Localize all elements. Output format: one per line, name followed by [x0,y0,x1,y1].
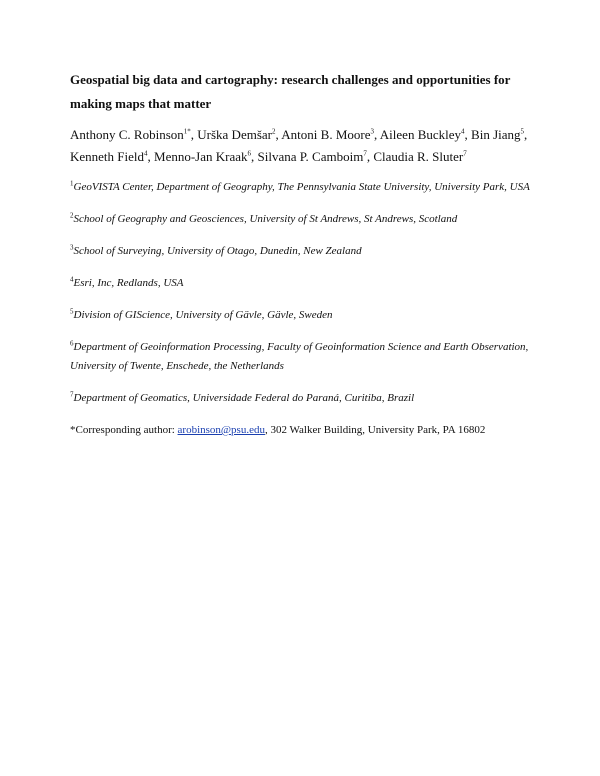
author-affiliation-marker: 1* [183,127,191,136]
affiliation-number: 6 [70,339,74,348]
author-name: Urška Demšar [197,127,272,142]
affiliation-text: School of Surveying, University of Otago, Dunedin, New Zealand [73,245,362,257]
affiliation-1 [70,178,530,197]
author-affiliation-marker: 4 [461,127,465,136]
affiliation-number: 3 [70,243,74,252]
author-affiliation-marker: 6 [247,149,252,158]
author-name: Kenneth Field [70,149,145,164]
author-affiliation-marker: 4 [144,149,148,158]
affiliation-text: Department of Geoinformation Processing, Faculty of Geoinformation Science and Earth Observation, University of Twente, Enschede, the Netherlands [70,341,529,372]
author-name: Silvana P. Camboim [257,149,364,164]
affiliation-4 [70,274,530,293]
affiliation-number: 7 [70,390,74,399]
affiliation-text: Division of GIScience, University of Gävle, Gävle, Sweden [73,309,333,321]
author-name: Anthony C. Robinson [70,127,184,142]
affiliation-number: 5 [70,307,74,316]
affiliation-number: 4 [70,275,74,284]
affiliation-number: 2 [70,211,74,220]
corresponding-label: *Corresponding author: [70,424,178,436]
author-affiliation-marker: 3 [370,127,374,136]
author-name: Antoni B. Moore [281,127,371,142]
affiliation-7 [70,389,530,408]
affiliation-5 [70,306,530,325]
affiliation-text: School of Geography and Geosciences, University of St Andrews, St Andrews, Scotland [73,213,458,225]
affiliation-3 [70,242,530,261]
author-affiliation-marker: 5 [520,127,525,136]
affiliation-text: GeoVISTA Center, Department of Geography, The Pennsylvania State University, University Park, USA [73,181,530,193]
affiliation-text: Esri, Inc, Redlands, USA [73,277,184,289]
paper-title-page [70,68,530,440]
author-affiliation-marker: 7 [363,149,367,158]
author-name: Menno-Jan Kraak [154,149,248,164]
author-list: Anthony C. Robinson$^{1*}$, Urška Demšar$^2$, Antoni B. Moore$^3$, Aileen Buckley$^4$, Bin Jiang$^5$, Kenneth Field$^4$, Menno-Jan Kraak$^6$, Silvana P. Camboim$^7$, Claudia R. Sluter$^7$ [70,127,528,164]
affiliation-6 [70,338,530,376]
author-name: Aileen Buckley [379,127,462,142]
author-affiliation-marker: 2 [272,127,276,136]
author-name: Bin Jiang [471,127,521,142]
affiliation-text: Department of Geomatics, Universidade Federal do Paraná, Curitiba, Brazil [73,392,415,404]
paper-title: Geospatial big data and cartography: research challenges and opportunities for making maps that matter [70,72,511,111]
affiliation-number: 1 [70,179,74,188]
corresponding-email-link[interactable]: arobinson@psu.edu [177,424,265,436]
author-affiliation-marker: 7 [463,149,467,158]
corresponding-address: , 302 Walker Building, University Park, PA 16802 [264,424,486,436]
affiliation-2 [70,210,530,229]
corresponding-author [70,421,530,440]
author-name: Claudia R. Sluter [373,149,464,164]
